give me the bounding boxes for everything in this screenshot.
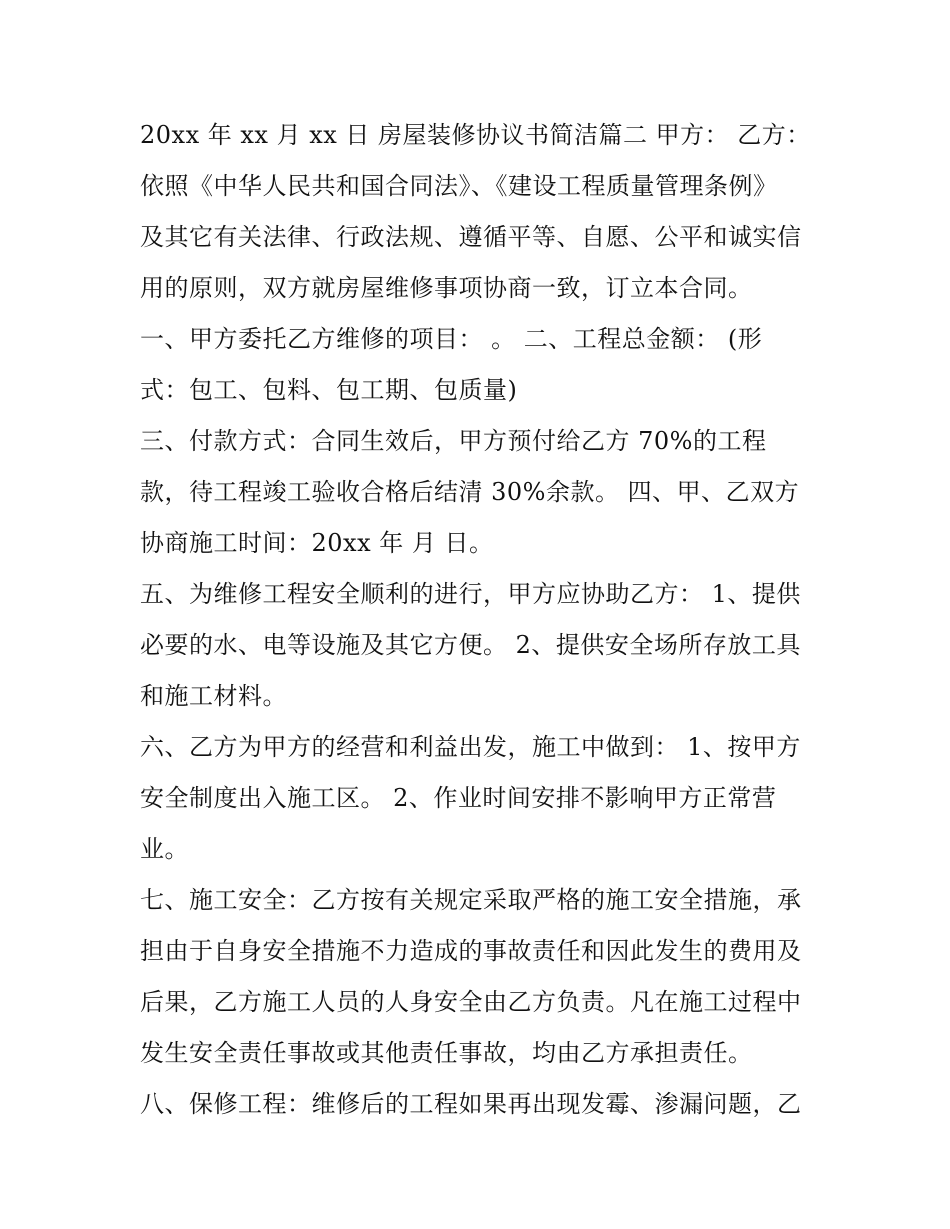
text-line: 发生安全责任事故或其他责任事故，均由乙方承担责任。: [140, 1039, 753, 1067]
text-line: 三、付款方式：合同生效后，甲方预付给乙方 70%的工程: [140, 427, 767, 455]
text-line: 六、乙方为甲方的经营和利益出发，施工中做到： 1、按甲方: [140, 733, 801, 761]
text-line: 必要的水、电等设施及其它方便。 2、提供安全场所存放工具: [140, 631, 801, 659]
text-line: 安全制度出入施工区。 2、作业时间安排不影响甲方正常营: [140, 784, 777, 812]
text-line: 20xx 年 xx 月 xx 日 房屋装修协议书简洁篇二 甲方： 乙方：: [140, 121, 811, 149]
text-line: 式：包工、包料、包工期、包质量): [140, 376, 518, 404]
text-line: 和施工材料。: [140, 682, 287, 710]
text-line: 后果，乙方施工人员的人身安全由乙方负责。凡在施工过程中: [140, 988, 802, 1016]
text-line: 款，待工程竣工验收合格后结清 30%余款。 四、甲、乙双方: [140, 478, 800, 506]
text-line: 业。: [140, 835, 189, 863]
text-line: 八、保修工程：维修后的工程如果再出现发霉、渗漏问题，乙: [140, 1090, 802, 1118]
text-line: 依照《中华人民共和国合同法》、《建设工程质量管理条例》: [140, 172, 778, 200]
text-line: 一、甲方委托乙方维修的项目： 。 二、工程总金额： (形: [140, 325, 763, 353]
text-line: 用的原则，双方就房屋维修事项协商一致，订立本合同。: [140, 274, 753, 302]
text-line: 七、施工安全：乙方按有关规定采取严格的施工安全措施，承: [140, 886, 802, 914]
document-body: [140, 110, 820, 1130]
text-line: 及其它有关法律、行政法规、遵循平等、自愿、公平和诚实信: [140, 223, 802, 251]
text-line: 五、为维修工程安全顺利的进行，甲方应协助乙方： 1、提供: [140, 580, 801, 608]
text-line: 担由于自身安全措施不力造成的事故责任和因此发生的费用及: [140, 937, 802, 965]
text-line: 协商施工时间：20xx 年 月 日。: [140, 529, 494, 557]
